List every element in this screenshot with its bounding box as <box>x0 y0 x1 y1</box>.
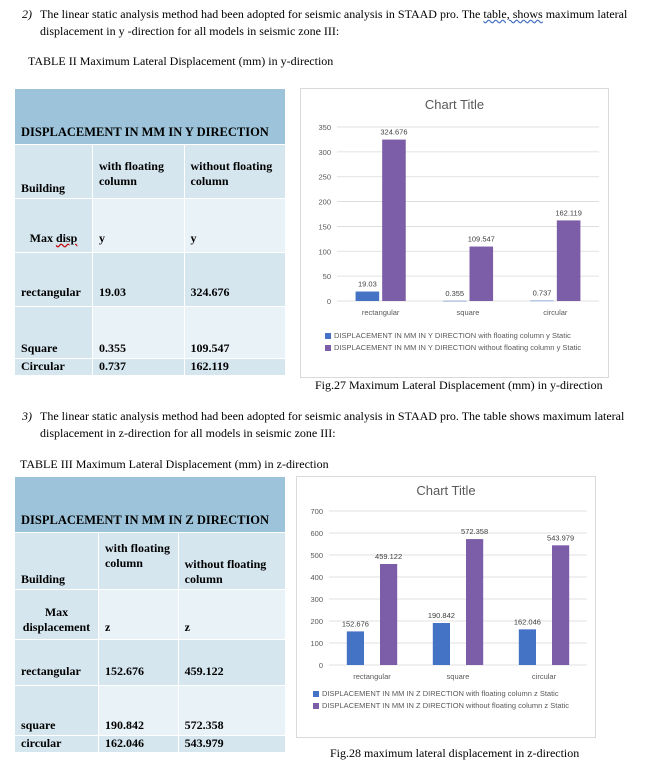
table-cell: z <box>98 590 178 640</box>
table-cell: 109.547 <box>184 307 285 359</box>
legend-entry: DISPLACEMENT IN MM IN Z DIRECTION with floating column z Static <box>313 689 589 699</box>
paragraph-number: 2) <box>22 7 32 21</box>
legend-swatch <box>325 345 331 351</box>
bar <box>519 629 536 665</box>
legend-swatch <box>313 691 319 697</box>
legend-swatch <box>313 703 319 709</box>
legend-entry: DISPLACEMENT IN MM IN Y DIRECTION without floating column y Static <box>325 343 601 353</box>
bar <box>433 623 450 665</box>
x-tick-label: rectangular <box>361 308 400 317</box>
column-header: Building <box>15 145 93 199</box>
table-cell: y <box>92 199 184 253</box>
y-tick-label: 400 <box>310 573 323 582</box>
column-header: Building <box>15 533 99 590</box>
table-cell: 543.979 <box>178 736 285 753</box>
bar <box>557 220 581 301</box>
table-caption-z: TABLE III Maximum Lateral Displacement (mm) in z-direction <box>20 457 329 471</box>
y-tick-label: 300 <box>310 595 323 604</box>
y-tick-label: 0 <box>318 661 323 670</box>
data-label: 152.676 <box>341 619 369 629</box>
paragraph-text: displacement in z-direction for all models in seismic zone III: <box>40 426 336 440</box>
row-label: rectangular <box>15 253 93 307</box>
bar <box>382 140 406 301</box>
chart-title: Chart Title <box>416 483 476 498</box>
data-label: 162.119 <box>555 208 582 218</box>
table-cell: 152.676 <box>98 640 178 686</box>
data-label: 459.122 <box>375 551 403 561</box>
row-label: Max disp <box>15 199 93 253</box>
y-tick-label: 250 <box>318 172 331 182</box>
table-cell: 162.046 <box>98 736 178 753</box>
y-tick-label: 200 <box>318 197 331 207</box>
table-cell: 459.122 <box>178 640 285 686</box>
y-tick-label: 150 <box>318 222 331 232</box>
y-tick-label: 700 <box>310 507 323 516</box>
table-cell: 162.119 <box>184 359 285 376</box>
x-tick-label: rectangular <box>353 672 391 681</box>
table-cell: y <box>184 199 285 253</box>
paragraph-3 <box>22 408 652 444</box>
chart-y <box>300 88 609 378</box>
data-label: 572.358 <box>461 527 489 537</box>
y-tick-label: 500 <box>310 551 323 560</box>
table-cell: 324.676 <box>184 253 285 307</box>
bar <box>356 292 380 301</box>
figure-caption-28: Fig.28 maximum lateral displacement in z-direction <box>330 746 580 760</box>
row-label: Square <box>15 307 93 359</box>
paragraph-text: The linear static analysis method had been adopted for seismic analysis in STAAD pro. The <box>40 7 484 21</box>
data-label: 109.547 <box>467 234 495 244</box>
paragraph-2 <box>22 6 652 42</box>
data-label: 190.842 <box>427 611 455 621</box>
x-tick-label: circular <box>531 672 557 681</box>
bar <box>443 301 467 302</box>
x-tick-label: square <box>456 308 480 317</box>
figure-caption-27: Fig.27 Maximum Lateral Displacement (mm) in y-direction <box>315 378 603 392</box>
data-label: 0.355 <box>445 288 465 298</box>
chart-legend <box>313 689 589 711</box>
legend-entry: DISPLACEMENT IN MM IN Z DIRECTION without floating column z Static <box>313 701 589 711</box>
y-tick-label: 300 <box>318 147 331 157</box>
y-tick-label: 600 <box>310 529 323 538</box>
chart-z <box>296 476 596 738</box>
y-tick-label: 50 <box>322 272 331 282</box>
row-label: Circular <box>15 359 93 376</box>
row-label: Max displacement <box>15 590 99 640</box>
column-header: with floating column <box>92 145 184 199</box>
y-tick-label: 100 <box>318 247 331 257</box>
displacement-table-y <box>14 88 286 376</box>
paragraph-text-flagged: table, shows <box>483 7 543 21</box>
table-cell: z <box>178 590 285 640</box>
paragraph-text: displacement in y -direction for all models in seismic zone III: <box>40 24 340 38</box>
data-label: 324.676 <box>380 127 408 137</box>
bar <box>470 247 494 301</box>
column-header: without floating column <box>184 145 285 199</box>
table-header: DISPLACEMENT IN MM IN Y DIRECTION <box>15 89 286 145</box>
data-label: 19.03 <box>357 279 377 289</box>
x-tick-label: square <box>446 672 470 681</box>
paragraph-text: maximum lateral <box>542 7 628 21</box>
y-tick-label: 200 <box>310 617 323 626</box>
bar <box>347 631 364 665</box>
paragraph-number: 3) <box>22 409 32 423</box>
table-cell: 0.737 <box>92 359 184 376</box>
column-header: without floating column <box>178 533 285 590</box>
y-tick-label: 350 <box>318 123 331 132</box>
bar <box>380 564 397 665</box>
legend-entry: DISPLACEMENT IN MM IN Y DIRECTION with floating column y Static <box>325 331 601 341</box>
legend-swatch <box>325 333 331 339</box>
chart-legend <box>325 331 601 353</box>
row-label: rectangular <box>15 640 99 686</box>
y-tick-label: 0 <box>326 297 331 306</box>
data-label: 0.737 <box>532 288 552 298</box>
x-tick-label: circular <box>543 308 568 317</box>
data-label: 162.046 <box>513 617 541 627</box>
table-cell: 572.358 <box>178 686 285 736</box>
row-label: circular <box>15 736 99 753</box>
row-label: square <box>15 686 99 736</box>
y-tick-label: 100 <box>310 639 323 648</box>
table-header: DISPLACEMENT IN MM IN Z DIRECTION <box>15 477 286 533</box>
column-header: with floating column <box>98 533 178 590</box>
displacement-table-z <box>14 476 286 753</box>
bar <box>552 545 569 665</box>
bar <box>466 539 483 665</box>
bar <box>530 301 554 302</box>
table-cell: 19.03 <box>92 253 184 307</box>
data-label: 543.979 <box>547 533 575 543</box>
paragraph-text: The linear static analysis method had been adopted for seismic analysis in STAAD pro. The table shows maximum lateral <box>40 409 625 423</box>
table-cell: 0.355 <box>92 307 184 359</box>
table-caption-y: TABLE II Maximum Lateral Displacement (mm) in y-direction <box>28 54 334 68</box>
table-cell: 190.842 <box>98 686 178 736</box>
chart-title: Chart Title <box>424 97 485 112</box>
